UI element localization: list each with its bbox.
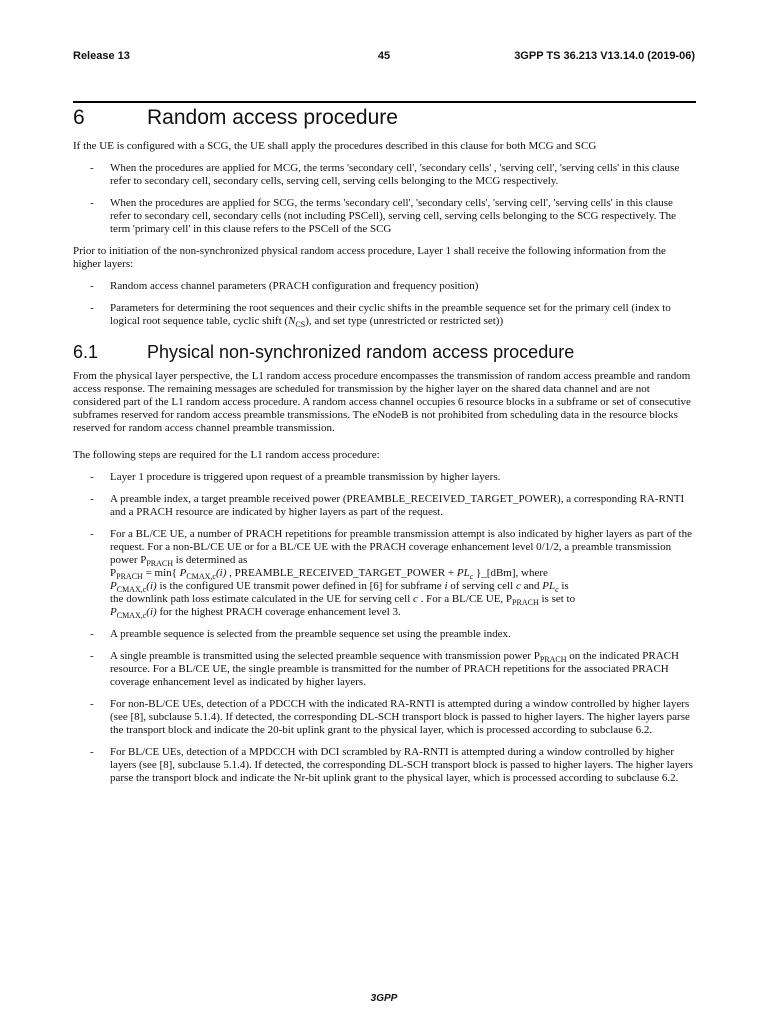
pcmax-symbol: P — [110, 580, 117, 592]
info-list — [73, 280, 696, 328]
pl-subscript: c — [469, 572, 474, 582]
text-run: is determined as — [173, 554, 248, 566]
prach-subscript: PRACH — [539, 655, 567, 665]
section-6-heading — [73, 105, 696, 140]
i-argument: (i) — [215, 567, 227, 579]
list-item: - Layer 1 procedure is triggered upon request of a preamble transmission by higher layers. — [73, 471, 696, 484]
text-run: P — [110, 567, 117, 579]
header-release: Release 13 — [73, 50, 130, 62]
header-page-number: 45 — [377, 50, 391, 62]
formula-line — [110, 567, 696, 580]
list-item — [73, 302, 696, 328]
footer-3gpp: 3GPP — [370, 993, 398, 1004]
pl-symbol: PL — [542, 580, 556, 592]
text-run: is — [558, 580, 569, 592]
c-variable: c — [413, 593, 418, 605]
i-variable: i — [444, 580, 448, 592]
section-title: Random access procedure — [147, 106, 398, 129]
text-run: , PREAMBLE_RECEIVED_TARGET_POWER + — [226, 567, 457, 579]
text-run: is set to — [538, 593, 576, 605]
text-run: the downlink path loss estimate calculated in the UE for serving cell — [110, 593, 414, 605]
prach-subscript: PRACH — [512, 598, 539, 608]
document-body — [73, 105, 696, 794]
list-item: - Random access channel parameters (PRACH configuration and frequency position) — [73, 280, 696, 293]
list-item: - A preamble sequence is selected from the preamble sequence set using the preamble index. — [73, 628, 696, 641]
pl-subscript: c — [555, 585, 559, 595]
list-item: - For BL/CE UEs, detection of a MPDCCH with DCI scrambled by RA-RNTI is attempted during a window controlled by higher layers (see [8], subclause 5.1.4). If detected, the corresponding DL-SCH transport block is passed to higher layers. The higher layers parse the transport block and indicate the Nr-bit uplink grant to the physical layer, which is processed according to subclause 6.2. — [73, 746, 696, 785]
pcmax-symbol: P — [110, 606, 117, 618]
c-variable: c — [515, 580, 521, 592]
cmax-subscript: CMAX,c — [116, 585, 147, 595]
scope-list — [73, 162, 696, 236]
list-item — [73, 528, 696, 619]
header-rule — [73, 101, 696, 103]
text-run: A single preamble is transmitted using the selected preamble sequence with transmission power P — [110, 650, 540, 662]
section-number: 6 — [73, 106, 85, 129]
text-run: For a BL/CE UE, a number of PRACH repetitions for preamble transmission attempt is also indicated by higher layers as part of the request. For a non-BL/CE UE or for a BL/CE UE with the PRACH coverage enhancement level 0/1/2, a preamble transmission power P — [110, 528, 692, 566]
cmax-subscript: CMAX,c — [116, 611, 147, 621]
steps-list — [73, 471, 696, 785]
formula-line — [110, 606, 696, 619]
section-number: 6.1 — [73, 342, 99, 362]
cmax-subscript: CMAX,c — [186, 572, 216, 582]
text-run: and — [520, 580, 543, 592]
i-argument: (i) — [146, 606, 157, 618]
prior-paragraph: Prior to initiation of the non-synchronized physical random access procedure, Layer 1 shall receive the following information from the higher layers: — [73, 245, 666, 270]
pl-symbol: PL — [456, 567, 470, 579]
text-run: for the highest PRACH coverage enhancement level 3. — [156, 606, 401, 618]
section-6-1-heading — [73, 340, 696, 370]
text-run: = min{ — [142, 567, 180, 579]
list-item: - For non-BL/CE UEs, detection of a PDCCH with the indicated RA-RNTI is attempted during a window controlled by higher layers (see [8], subclause 5.1.4). If detected, the corresponding DL-SCH transport block is passed to higher layers. The higher layers parse the transport block and indicate the 20-bit uplink grant to the physical layer, which is processed according to subclause 6.2. — [73, 698, 696, 737]
list-item — [73, 650, 696, 689]
text-run: . For a BL/CE UE, P — [417, 593, 513, 605]
text-run: of serving cell — [447, 580, 516, 592]
list-item: - When the procedures are applied for MCG, the terms 'secondary cell', 'secondary cells' , 'serving cell', 'serving cells' in this clause refer to secondary cell, secondary cells, serving cell, serving cells belonging to the MCG respectively. — [73, 162, 696, 188]
ncs-subscript: CS — [295, 320, 306, 330]
paragraph: From the physical layer perspective, the L1 random access procedure encompasses the transmission of random access preamble and random access response. The remaining messages are scheduled for transmission by the higher layer on the shared data channel and are not considered part of the L1 random access procedure. A random access channel occupies 6 resource blocks in a subframe or set of consecutive subframes reserved for random access preamble transmissions. The eNodeB is not prohibited from scheduling data in the resource blocks reserved for random access channel preamble transmission. — [73, 370, 691, 434]
text-run: Parameters for determining the root sequences and their cyclic shifts in the preamble sequence set for the primary cell (index to logical root sequence table, cyclic shift ( — [110, 302, 671, 327]
formula-line — [110, 580, 696, 593]
prach-subscript: PRACH — [146, 559, 174, 569]
list-item: - A preamble index, a target preamble received power (PREAMBLE_RECEIVED_TARGET_POWER), a corresponding RA-RNTI and a PRACH resource are indicated by higher layers as part of the request. — [73, 493, 696, 519]
text-run: }_[dBm], where — [473, 567, 548, 579]
section-6-intro: If the UE is configured with a SCG, the UE shall apply the procedures described in this clause for both MCG and SCG — [73, 140, 597, 152]
paragraph: The following steps are required for the L1 random access procedure: — [73, 449, 380, 461]
prach-subscript: PRACH — [116, 572, 143, 582]
text-run: on the indicated PRACH resource. For a BL/CE UE, the single preamble is transmitted for the number of PRACH repetitions for the associated PRACH coverage enhancement level as indicated by higher layers. — [110, 650, 679, 688]
text-run: is the configured UE transmit power defined in [6] for subframe — [156, 580, 445, 592]
list-item: - When the procedures are applied for SCG, the terms 'secondary cell', 'secondary cells', 'serving cell', 'serving cells' in this clause refer to secondary cell, secondary cells (not including PSCell), serving cell, serving cells belonging to the SCG respectively. The term 'primary cell' in this clause refers to the PSCell of the SCG — [73, 197, 696, 236]
header-spec-id: 3GPP TS 36.213 V13.14.0 (2019-06) — [514, 50, 695, 62]
pcmax-symbol: P — [179, 567, 187, 579]
formula-line — [110, 593, 696, 606]
section-title: Physical non-synchronized random access procedure — [147, 342, 575, 362]
i-argument: (i) — [146, 580, 157, 592]
ncs-symbol: N — [288, 315, 296, 327]
text-run: ), and set type (unrestricted or restricted set)) — [305, 315, 504, 327]
